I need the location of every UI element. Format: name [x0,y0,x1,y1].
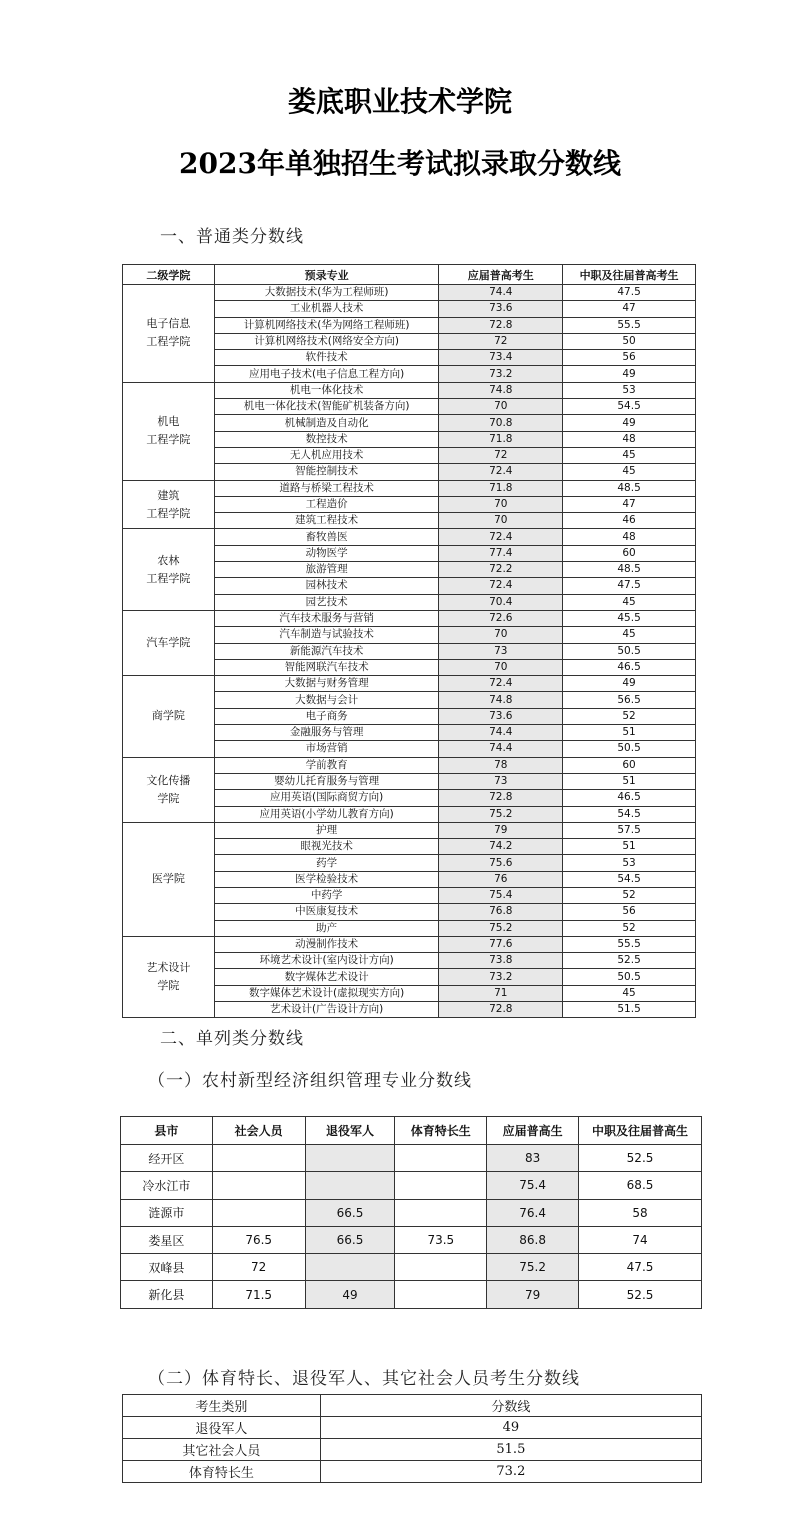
page-subtitle: 2023年单独招生考试拟录取分数线 [179,147,621,180]
major-cell: 新能源汽车技术 [214,643,439,659]
major-cell: 护理 [214,822,439,838]
vocational-score-cell: 54.5 [563,399,696,415]
fresh-score-cell: 70 [439,513,563,529]
score-cell: 83 [487,1145,579,1172]
major-cell: 工业机器人技术 [214,301,439,317]
vocational-score-cell: 56.5 [563,692,696,708]
fresh-score-cell: 72.4 [439,529,563,545]
fresh-score-cell: 70 [439,496,563,512]
column-header: 考生类别 [123,1395,321,1417]
major-cell: 大数据技术(华为工程师班) [214,285,439,301]
fresh-score-cell: 73 [439,773,563,789]
major-cell: 数字媒体艺术设计(虚拟现实方向) [214,985,439,1001]
score-cell [305,1172,395,1199]
fresh-score-cell: 77.6 [439,936,563,952]
county-cell: 新化县 [121,1281,213,1308]
fresh-score-cell: 73.4 [439,350,563,366]
vocational-score-cell: 54.5 [563,871,696,887]
table-row [123,757,696,773]
rural-economy-score-table [120,1116,702,1309]
fresh-score-cell: 72.4 [439,676,563,692]
college-cell: 建筑 工程学院 [123,480,215,529]
major-cell: 机电一体化技术 [214,382,439,398]
major-cell: 机械制造及自动化 [214,415,439,431]
major-cell: 中药学 [214,887,439,903]
fresh-score-cell: 73.2 [439,366,563,382]
fresh-score-cell: 72.6 [439,610,563,626]
vocational-score-cell: 52 [563,920,696,936]
fresh-score-cell: 75.6 [439,855,563,871]
fresh-score-cell: 76 [439,871,563,887]
fresh-score-cell: 76.8 [439,904,563,920]
vocational-score-cell: 46.5 [563,659,696,675]
college-cell: 机电 工程学院 [123,382,215,480]
score-cell [395,1145,487,1172]
table-row [123,382,696,398]
major-cell: 智能控制技术 [214,464,439,480]
major-cell: 金融服务与管理 [214,725,439,741]
table-header-row [123,265,696,285]
table-row [123,285,696,301]
major-cell: 医学检验技术 [214,871,439,887]
score-cell: 79 [487,1281,579,1308]
major-cell: 汽车制造与试验技术 [214,627,439,643]
fresh-score-cell: 72 [439,447,563,463]
vocational-score-cell: 50.5 [563,643,696,659]
fresh-score-cell: 77.4 [439,545,563,561]
vocational-score-cell: 50.5 [563,969,696,985]
vocational-score-cell: 48.5 [563,562,696,578]
vocational-score-cell: 52.5 [563,953,696,969]
table-row [123,529,696,545]
college-cell: 商学院 [123,676,215,757]
vocational-score-cell: 50.5 [563,741,696,757]
column-header: 分数线 [320,1395,701,1417]
score-cell: 76.4 [487,1199,579,1226]
fresh-score-cell: 74.8 [439,382,563,398]
college-cell: 农林 工程学院 [123,529,215,610]
table-row [121,1281,702,1308]
score-cell: 71.5 [212,1281,305,1308]
score-cell: 73.5 [395,1226,487,1253]
fresh-score-cell: 74.8 [439,692,563,708]
fresh-score-cell: 73.6 [439,708,563,724]
fresh-score-cell: 72.8 [439,1002,563,1018]
score-cell: 75.4 [487,1172,579,1199]
major-cell: 园林技术 [214,578,439,594]
vocational-score-cell: 48 [563,431,696,447]
column-header: 社会人员 [212,1117,305,1145]
table-row [121,1254,702,1281]
fresh-score-cell: 72.4 [439,464,563,480]
county-cell: 娄星区 [121,1226,213,1253]
fresh-score-cell: 70 [439,399,563,415]
major-cell: 大数据与财务管理 [214,676,439,692]
major-cell: 数字媒体艺术设计 [214,969,439,985]
table-header-row [123,1395,702,1417]
major-cell: 计算机网络技术(网络安全方向) [214,333,439,349]
county-cell: 经开区 [121,1145,213,1172]
major-cell: 药学 [214,855,439,871]
major-cell: 助产 [214,920,439,936]
major-cell: 应用英语(小学幼儿教育方向) [214,806,439,822]
vocational-score-cell: 45.5 [563,610,696,626]
score-cell: 51.5 [320,1439,701,1461]
vocational-score-cell: 55.5 [563,317,696,333]
college-cell: 电子信息 工程学院 [123,285,215,383]
major-cell: 动物医学 [214,545,439,561]
column-header: 退役军人 [305,1117,395,1145]
table-row [121,1226,702,1253]
major-cell: 市场营销 [214,741,439,757]
vocational-score-cell: 53 [563,382,696,398]
score-cell: 68.5 [579,1172,702,1199]
fresh-score-cell: 73.8 [439,953,563,969]
college-cell: 医学院 [123,822,215,936]
fresh-score-cell: 71.8 [439,431,563,447]
score-cell: 74 [579,1226,702,1253]
vocational-score-cell: 52 [563,708,696,724]
subsection1-heading: （一）农村新型经济组织管理专业分数线 [148,1071,472,1091]
fresh-score-cell: 70 [439,627,563,643]
table-row [123,1461,702,1483]
category-cell: 体育特长生 [123,1461,321,1483]
vocational-score-cell: 46 [563,513,696,529]
column-header: 预录专业 [214,265,439,285]
college-cell: 文化传播 学院 [123,757,215,822]
major-cell: 环境艺术设计(室内设计方向) [214,953,439,969]
county-cell: 双峰县 [121,1254,213,1281]
column-header: 应届普高考生 [439,265,563,285]
vocational-score-cell: 57.5 [563,822,696,838]
vocational-score-cell: 51 [563,773,696,789]
county-cell: 涟源市 [121,1199,213,1226]
column-header: 县市 [121,1117,213,1145]
vocational-score-cell: 45 [563,985,696,1001]
major-cell: 学前教育 [214,757,439,773]
vocational-score-cell: 52 [563,887,696,903]
vocational-score-cell: 56 [563,350,696,366]
fresh-score-cell: 71 [439,985,563,1001]
vocational-score-cell: 51.5 [563,1002,696,1018]
vocational-score-cell: 60 [563,545,696,561]
subsection2-heading: （二）体育特长、退役军人、其它社会人员考生分数线 [148,1369,580,1389]
major-cell: 道路与桥梁工程技术 [214,480,439,496]
vocational-score-cell: 46.5 [563,790,696,806]
fresh-score-cell: 75.2 [439,806,563,822]
vocational-score-cell: 51 [563,839,696,855]
score-cell: 49 [320,1417,701,1439]
major-cell: 园艺技术 [214,594,439,610]
vocational-score-cell: 50 [563,333,696,349]
category-cell: 其它社会人员 [123,1439,321,1461]
vocational-score-cell: 49 [563,366,696,382]
fresh-score-cell: 72.8 [439,790,563,806]
fresh-score-cell: 73.6 [439,301,563,317]
vocational-score-cell: 45 [563,447,696,463]
vocational-score-cell: 47.5 [563,578,696,594]
major-cell: 智能网联汽车技术 [214,659,439,675]
score-cell [212,1145,305,1172]
table-row [123,1417,702,1439]
fresh-score-cell: 72.2 [439,562,563,578]
score-cell: 47.5 [579,1254,702,1281]
fresh-score-cell: 79 [439,822,563,838]
major-cell: 机电一体化技术(智能矿机装备方向) [214,399,439,415]
score-cell [212,1172,305,1199]
major-cell: 工程造价 [214,496,439,512]
score-cell [212,1199,305,1226]
section1-heading: 一、普通类分数线 [160,227,304,247]
table-header-row [121,1117,702,1145]
vocational-score-cell: 45 [563,627,696,643]
fresh-score-cell: 75.4 [439,887,563,903]
fresh-score-cell: 70 [439,659,563,675]
vocational-score-cell: 47.5 [563,285,696,301]
college-cell: 汽车学院 [123,610,215,675]
major-cell: 无人机应用技术 [214,447,439,463]
score-cell [395,1199,487,1226]
major-cell: 旅游管理 [214,562,439,578]
score-cell: 66.5 [305,1199,395,1226]
column-header: 应届普高生 [487,1117,579,1145]
score-cell [305,1254,395,1281]
major-cell: 应用英语(国际商贸方向) [214,790,439,806]
vocational-score-cell: 49 [563,415,696,431]
fresh-score-cell: 78 [439,757,563,773]
special-category-score-table [122,1394,702,1483]
table-row [121,1145,702,1172]
score-cell [395,1254,487,1281]
table-row [123,1439,702,1461]
major-cell: 眼视光技术 [214,839,439,855]
page-title: 娄底职业技术学院 [287,85,512,118]
section2-heading: 二、单列类分数线 [160,1029,304,1049]
fresh-score-cell: 70.8 [439,415,563,431]
fresh-score-cell: 71.8 [439,480,563,496]
vocational-score-cell: 54.5 [563,806,696,822]
fresh-score-cell: 75.2 [439,920,563,936]
major-cell: 软件技术 [214,350,439,366]
major-cell: 大数据与会计 [214,692,439,708]
score-cell: 72 [212,1254,305,1281]
major-cell: 艺术设计(广告设计方向) [214,1002,439,1018]
score-cell: 49 [305,1281,395,1308]
college-cell: 艺术设计 学院 [123,936,215,1017]
fresh-score-cell: 74.2 [439,839,563,855]
county-cell: 冷水江市 [121,1172,213,1199]
vocational-score-cell: 48 [563,529,696,545]
fresh-score-cell: 72.4 [439,578,563,594]
vocational-score-cell: 55.5 [563,936,696,952]
vocational-score-cell: 45 [563,594,696,610]
major-cell: 建筑工程技术 [214,513,439,529]
fresh-score-cell: 72 [439,333,563,349]
vocational-score-cell: 48.5 [563,480,696,496]
table-row [123,936,696,952]
major-cell: 婴幼儿托育服务与管理 [214,773,439,789]
score-cell: 52.5 [579,1281,702,1308]
fresh-score-cell: 73.2 [439,969,563,985]
fresh-score-cell: 72.8 [439,317,563,333]
major-cell: 畜牧兽医 [214,529,439,545]
column-header: 中职及往届普高生 [579,1117,702,1145]
category-cell: 退役军人 [123,1417,321,1439]
vocational-score-cell: 47 [563,496,696,512]
vocational-score-cell: 45 [563,464,696,480]
score-cell: 52.5 [579,1145,702,1172]
score-cell: 73.2 [320,1461,701,1483]
fresh-score-cell: 74.4 [439,725,563,741]
score-cell: 66.5 [305,1226,395,1253]
score-cell: 58 [579,1199,702,1226]
major-cell: 计算机网络技术(华为网络工程师班) [214,317,439,333]
vocational-score-cell: 56 [563,904,696,920]
vocational-score-cell: 49 [563,676,696,692]
fresh-score-cell: 73 [439,643,563,659]
major-cell: 应用电子技术(电子信息工程方向) [214,366,439,382]
column-header: 二级学院 [123,265,215,285]
table-row [123,480,696,496]
vocational-score-cell: 51 [563,725,696,741]
major-cell: 汽车技术服务与营销 [214,610,439,626]
table-row [121,1172,702,1199]
major-cell: 电子商务 [214,708,439,724]
vocational-score-cell: 53 [563,855,696,871]
table-row [123,610,696,626]
table-row [123,676,696,692]
score-cell [305,1145,395,1172]
general-score-table [122,264,696,1018]
fresh-score-cell: 74.4 [439,285,563,301]
table-row [121,1199,702,1226]
table-row [123,822,696,838]
major-cell: 中医康复技术 [214,904,439,920]
major-cell: 数控技术 [214,431,439,447]
fresh-score-cell: 74.4 [439,741,563,757]
score-cell: 75.2 [487,1254,579,1281]
vocational-score-cell: 47 [563,301,696,317]
fresh-score-cell: 70.4 [439,594,563,610]
column-header: 体育特长生 [395,1117,487,1145]
score-cell: 86.8 [487,1226,579,1253]
score-cell: 76.5 [212,1226,305,1253]
score-cell [395,1172,487,1199]
vocational-score-cell: 60 [563,757,696,773]
score-cell [395,1281,487,1308]
column-header: 中职及往届普高考生 [563,265,696,285]
major-cell: 动漫制作技术 [214,936,439,952]
